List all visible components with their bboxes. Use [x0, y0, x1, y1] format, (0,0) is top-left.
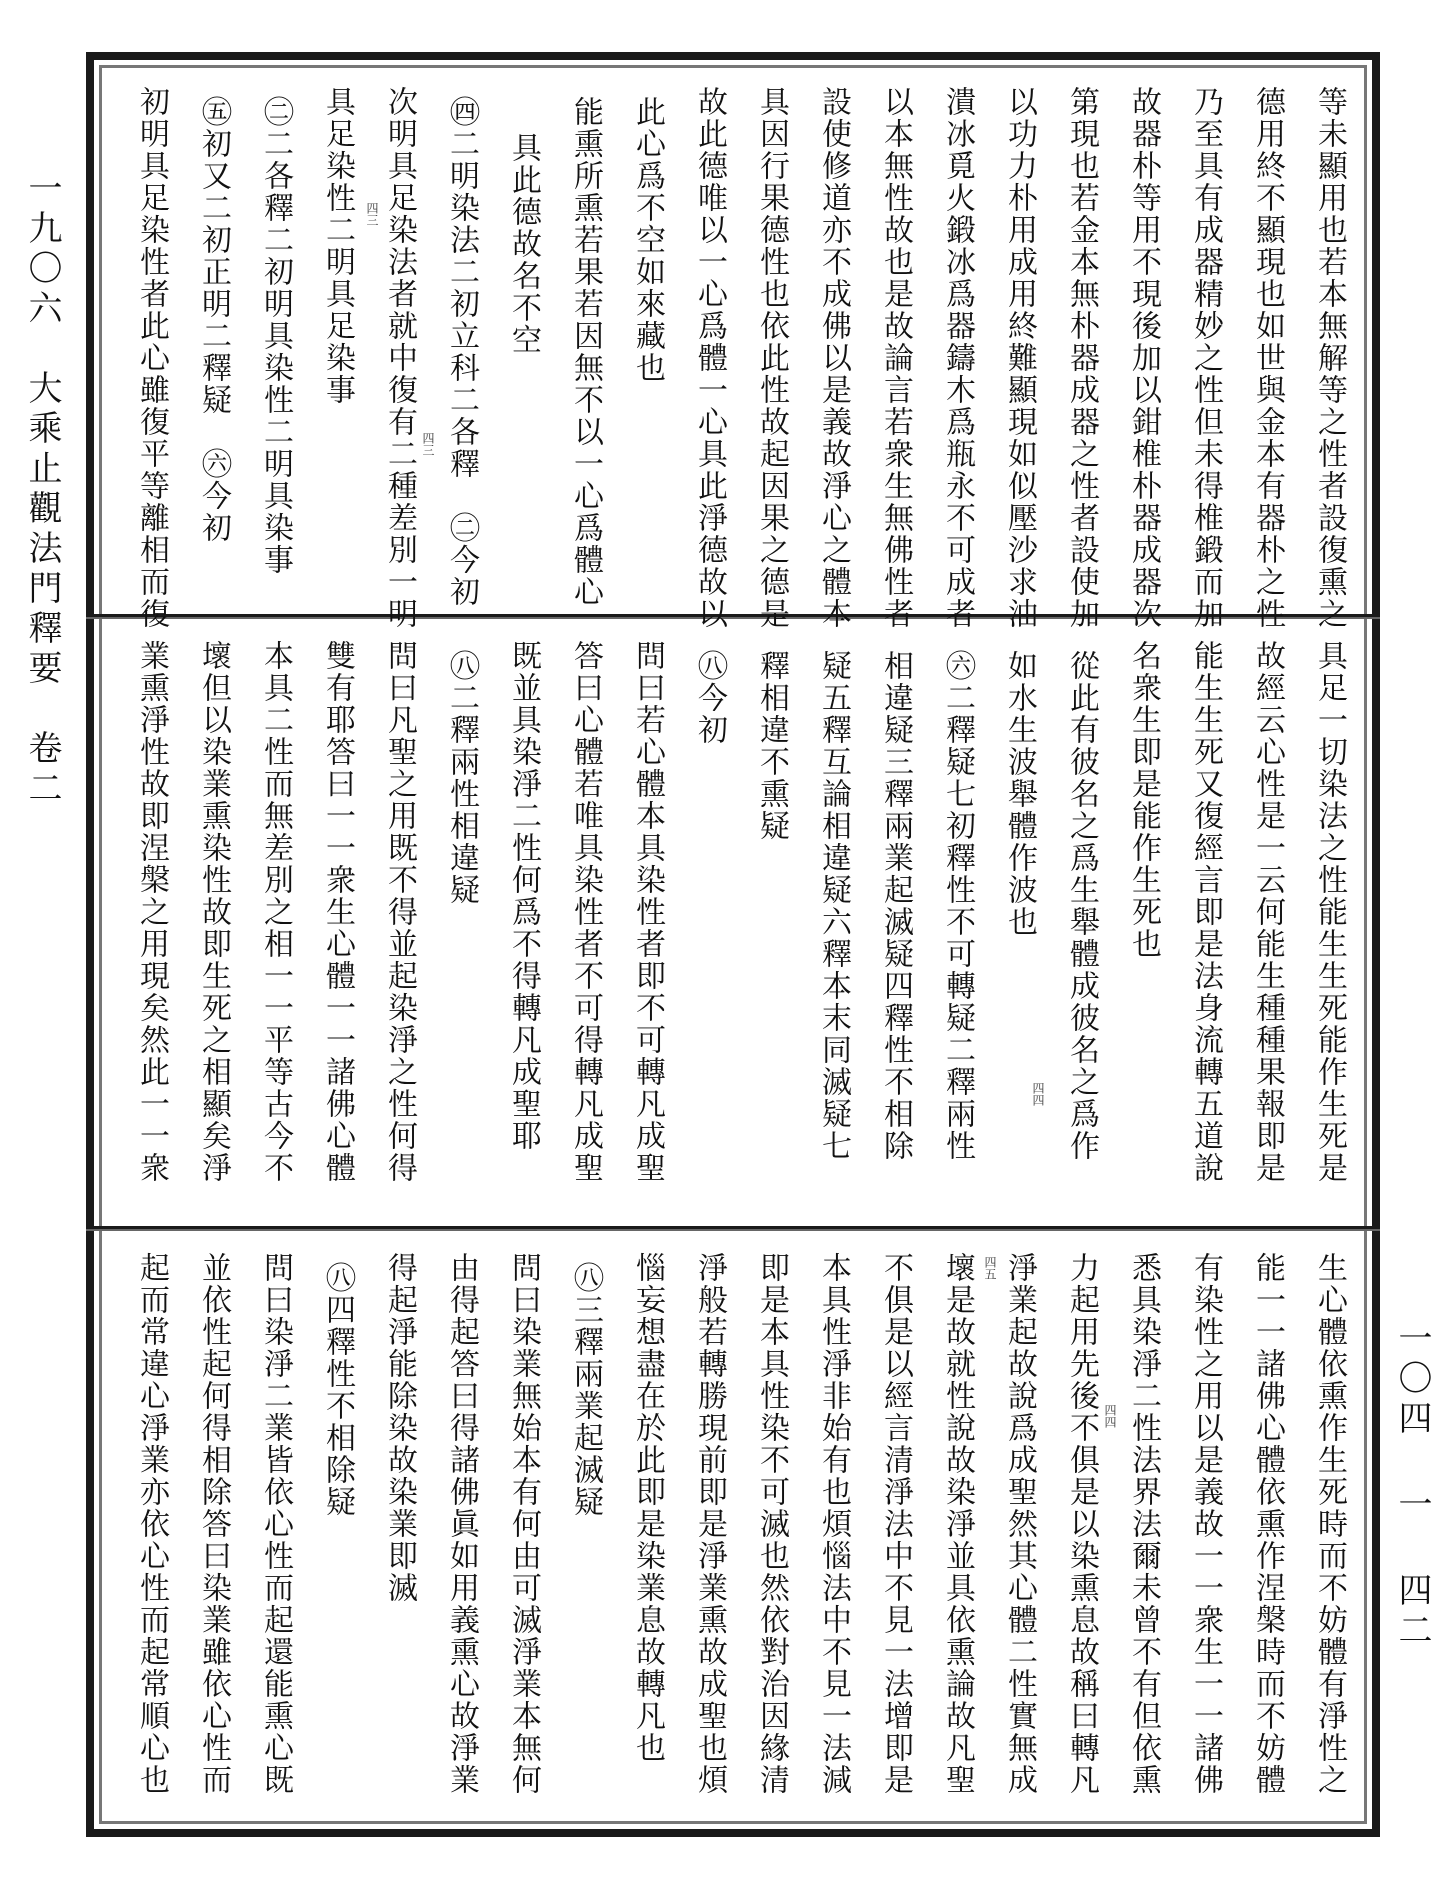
text-column: 具因行果德性也依此性故起因果之德是: [754, 86, 789, 630]
page-marker: 四三: [421, 432, 435, 456]
text-column: 並依性起何得相除答曰染業雖依心性而: [196, 1252, 231, 1796]
text-column: 問曰凡聖之用既不得並起染淨之性何得: [382, 640, 417, 1184]
text-column: 壞但以染業熏染性故即生死之相顯矣淨: [196, 640, 231, 1184]
text-column: 能一一諸佛心體依熏作涅槃時而不妨體: [1250, 1252, 1285, 1796]
text-column: 從此有彼名之爲生舉體成彼名之爲作: [1064, 650, 1099, 1162]
page-marker: 四五: [983, 1256, 997, 1280]
text-column: 具此德故名不空: [506, 132, 541, 356]
text-column: 悉具染淨二性法界法爾未曾不有但依熏: [1126, 1252, 1161, 1796]
text-column: 本具性淨非始有也煩惱法中不見一法減: [816, 1252, 851, 1796]
text-column: 此心爲不空如來藏也: [630, 96, 665, 384]
text-column: 第現也若金本無朴器成器之性者設使加: [1064, 86, 1099, 630]
text-column: 潰冰覓火鍛冰爲器鑄木爲瓶永不可成者: [940, 86, 975, 630]
text-column: 德用終不顯現也如世與金本有器朴之性: [1250, 86, 1285, 630]
text-column: 有染性之用以是義故一一衆生一一諸佛: [1188, 1252, 1223, 1796]
text-column: 問曰染業無始本有何由可滅淨業本無何: [506, 1252, 541, 1796]
text-column: 故器朴等用不現後加以鉗椎朴器成器次: [1126, 86, 1161, 630]
text-column: 具足一切染法之性能生生死能作生死是: [1312, 640, 1347, 1184]
page-marker: 四四: [1031, 1082, 1045, 1106]
text-column: 淨業起故說爲成聖然其心體二性實無成: [1002, 1252, 1037, 1796]
text-column: 故經云心性是一云何能生種種果報即是: [1250, 640, 1285, 1184]
text-column: 疑五釋互論相違疑六釋本末同滅疑七: [816, 650, 851, 1162]
text-column: 設使修道亦不成佛以是義故淨心之體本: [816, 86, 851, 630]
text-column: 能熏所熏若果若因無不以一心爲體心: [568, 96, 603, 608]
text-column: 以本無性故也是故論言若衆生無佛性者: [878, 86, 913, 630]
page-marker: 四三: [365, 202, 379, 226]
text-column: 相違疑三釋兩業起滅疑四釋性不相除: [878, 650, 913, 1162]
text-column: 故此德唯以一心爲體一心具此淨德故以: [692, 86, 727, 630]
text-column: 如水生波舉體作波也: [1002, 650, 1037, 938]
text-column: 釋相違不熏疑: [754, 650, 789, 842]
text-column: 起而常違心淨業亦依心性而起常順心也: [134, 1252, 169, 1796]
page-marker: 四四: [1103, 1404, 1117, 1428]
text-column: ㊇二釋兩性相違疑: [444, 650, 479, 906]
text-column: 以功力朴用成用終難顯現如似壓沙求油: [1002, 86, 1037, 630]
text-column: 即是本具性染不可滅也然依對治因緣清: [754, 1252, 789, 1796]
text-column: 問曰染淨二業皆依心性而起還能熏心既: [258, 1252, 293, 1796]
text-column: 問曰若心體本具染性者即不可轉凡成聖: [630, 640, 665, 1184]
text-column: ㊅二釋疑七初釋性不可轉疑二釋兩性: [940, 650, 975, 1162]
text-column: 生心體依熏作生死時而不妨體有淨性之: [1312, 1252, 1347, 1796]
text-column: 不俱是以經言清淨法中不見一法增即是: [878, 1252, 913, 1796]
text-column: 惱妄想盡在於此即是染業息故轉凡也: [630, 1252, 665, 1764]
text-column: 名衆生即是能作生死也: [1126, 640, 1161, 960]
text-column: 等未顯用也若本無解等之性者設復熏之: [1312, 86, 1347, 630]
text-column: 既並具染淨二性何爲不得轉凡成聖耶: [506, 640, 541, 1152]
text-column: 初明具足染性者此心雖復平等離相而復: [134, 86, 169, 630]
text-column: 能生生死又復經言即是法身流轉五道說: [1188, 640, 1223, 1184]
text-column: ㊇四釋性不相除疑: [320, 1262, 355, 1518]
text-panel-2: [102, 626, 1364, 1220]
text-column: 壞是故就性說故染淨並具依熏論故凡聖: [940, 1252, 975, 1796]
panel-divider-2: [86, 1226, 1380, 1231]
panel-divider-1: [86, 614, 1380, 619]
text-column: 答曰心體若唯具染性者不可得轉凡成聖: [568, 640, 603, 1184]
text-column: ㊇三釋兩業起滅疑: [568, 1262, 603, 1518]
text-column: 業熏淨性故即涅槃之用現矣然此一一衆: [134, 640, 169, 1184]
text-column: ㊃二明染法二初立科二各釋 ㊁今初: [444, 96, 479, 608]
text-column: ㊇今初: [692, 650, 727, 746]
text-column: ㊄初又二初正明二釋疑 ㊅今初: [196, 96, 231, 544]
text-panel-1: [102, 72, 1364, 630]
text-column: 由得起答曰得諸佛眞如用義熏心故淨業: [444, 1252, 479, 1796]
text-column: 得起淨能除染故染業即滅: [382, 1252, 417, 1604]
text-column: 次明具足染法者就中復有二種差別一明: [382, 86, 417, 630]
text-column: 雙有耶答曰一一衆生心體一一諸佛心體: [320, 640, 355, 1184]
text-panel-3: [102, 1238, 1364, 1826]
text-column: 淨般若轉勝現前即是淨業熏故成聖也煩: [692, 1252, 727, 1796]
text-column: 具足染性二明具足染事: [320, 86, 355, 406]
text-column: ㊁二各釋二初明具染性二明具染事: [258, 96, 293, 576]
volume-margin-title: 一九〇六 大乘止觀法門釋要 卷二: [22, 170, 62, 810]
page-number-margin: 一〇四 一 四二: [1392, 1320, 1432, 1652]
text-column: 本具二性而無差別之相一一平等古今不: [258, 640, 293, 1184]
text-column: 力起用先後不俱是以染熏息故稱曰轉凡: [1064, 1252, 1099, 1796]
text-column: 乃至具有成器精妙之性但未得椎鍛而加: [1188, 86, 1223, 630]
